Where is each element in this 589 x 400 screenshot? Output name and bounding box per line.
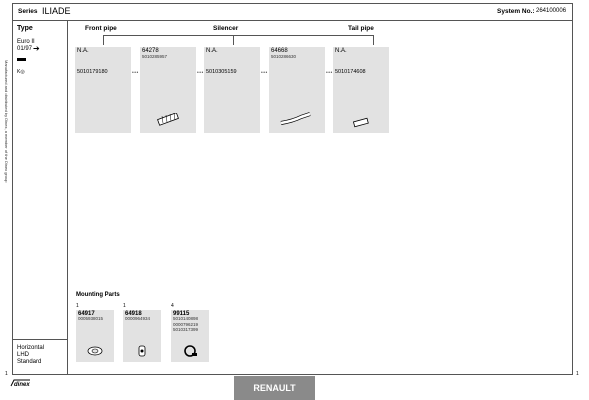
- rubber-mount-icon: [136, 344, 148, 358]
- oe-code-line: 0000796219: [173, 321, 199, 327]
- connector-dots: •••: [132, 70, 139, 76]
- header-divider: [12, 20, 573, 21]
- oe-code-line: 5010140898: [173, 316, 199, 321]
- part-number: 64918: [125, 311, 142, 317]
- series-label: Series: [18, 8, 38, 15]
- page-number-left: 1: [5, 371, 8, 377]
- bracket-tick: [103, 35, 104, 45]
- part-card-tail-na[interactable]: [333, 47, 389, 133]
- section-tail-pipe: Tail pipe: [348, 25, 374, 32]
- section-silencer: Silencer: [213, 25, 239, 32]
- mounting-part-99115[interactable]: [171, 303, 209, 362]
- part-number: N.A.: [77, 48, 89, 54]
- engine-symbol-icon: K◎: [17, 69, 25, 75]
- oe-code-line: 5010317399: [173, 327, 199, 332]
- part-card-front-na[interactable]: [75, 47, 131, 133]
- part-oe-code: [173, 316, 198, 333]
- part-card-64278[interactable]: [140, 47, 196, 133]
- part-number: 64278: [142, 48, 159, 54]
- exhaust-symbol-icon: [17, 58, 26, 61]
- tailpipe-icon: [351, 117, 371, 129]
- euro-standard: Euro II: [17, 39, 35, 45]
- part-oe-code: [125, 316, 150, 322]
- arrow-right-icon: ➔: [33, 44, 40, 53]
- section-bracket: [103, 35, 373, 45]
- series-value: ILIADE: [42, 6, 71, 16]
- flex-pipe-icon: [154, 113, 182, 127]
- orientation-text: Horizontal: [17, 345, 45, 351]
- connector-dots: •••: [326, 70, 333, 76]
- part-oe-code: 5010305159: [206, 69, 237, 75]
- part-number: N.A.: [206, 48, 218, 54]
- sidebar-footer-divider: [12, 339, 67, 340]
- system-number-label: System No.:: [497, 8, 535, 15]
- quantity: 4: [171, 303, 174, 309]
- part-card-64668[interactable]: [269, 47, 325, 133]
- bracket-tick: [233, 35, 234, 45]
- section-front-pipe: Front pipe: [85, 25, 117, 32]
- system-number-value: 264100006: [536, 8, 567, 14]
- connector-dots: •••: [261, 70, 268, 76]
- part-oe-code: 5010174608: [335, 69, 366, 75]
- side-note: [3, 60, 11, 260]
- part-card-silencer-na[interactable]: [204, 47, 260, 133]
- gasket-icon: [87, 346, 103, 356]
- type-footer: [17, 345, 44, 366]
- clamp-icon: [182, 344, 198, 358]
- mounting-parts-title: Mounting Parts: [76, 292, 120, 298]
- part-number: N.A.: [335, 48, 347, 54]
- mounting-part-64917[interactable]: [76, 303, 114, 362]
- part-oe-code: 5010285957: [142, 54, 168, 59]
- page-number: 1: [576, 371, 579, 377]
- oe-code-line: 0000964934: [125, 316, 151, 321]
- drive-side-text: LHD: [17, 352, 30, 358]
- part-oe-code: [78, 316, 103, 322]
- part-oe-code: 5010179180: [77, 69, 108, 75]
- quantity: 1: [76, 303, 79, 309]
- sidebar-divider: [67, 20, 68, 375]
- dinex-logo: [10, 378, 32, 388]
- quantity: 1: [123, 303, 126, 309]
- part-number: 99115: [173, 311, 190, 317]
- part-oe-code: 5010286630: [271, 54, 297, 59]
- side-note-text: Manufactured and distributed by Dinex, a member of the Dinex group: [4, 60, 9, 183]
- model-date: 01/97: [17, 46, 33, 52]
- oe-code-line: 0005938015: [78, 316, 104, 321]
- svg-text:dinex: dinex: [14, 382, 30, 388]
- pipe-icon: [279, 111, 313, 127]
- mounting-part-64918[interactable]: [123, 303, 161, 362]
- brand-label: RENAULT: [234, 376, 315, 400]
- part-number: 64917: [78, 311, 95, 317]
- variant-text: Standard: [17, 359, 42, 365]
- type-title: Type: [17, 25, 33, 32]
- connector-dots: •••: [197, 70, 204, 76]
- part-number: 64668: [271, 48, 288, 54]
- bracket-tick: [373, 35, 374, 45]
